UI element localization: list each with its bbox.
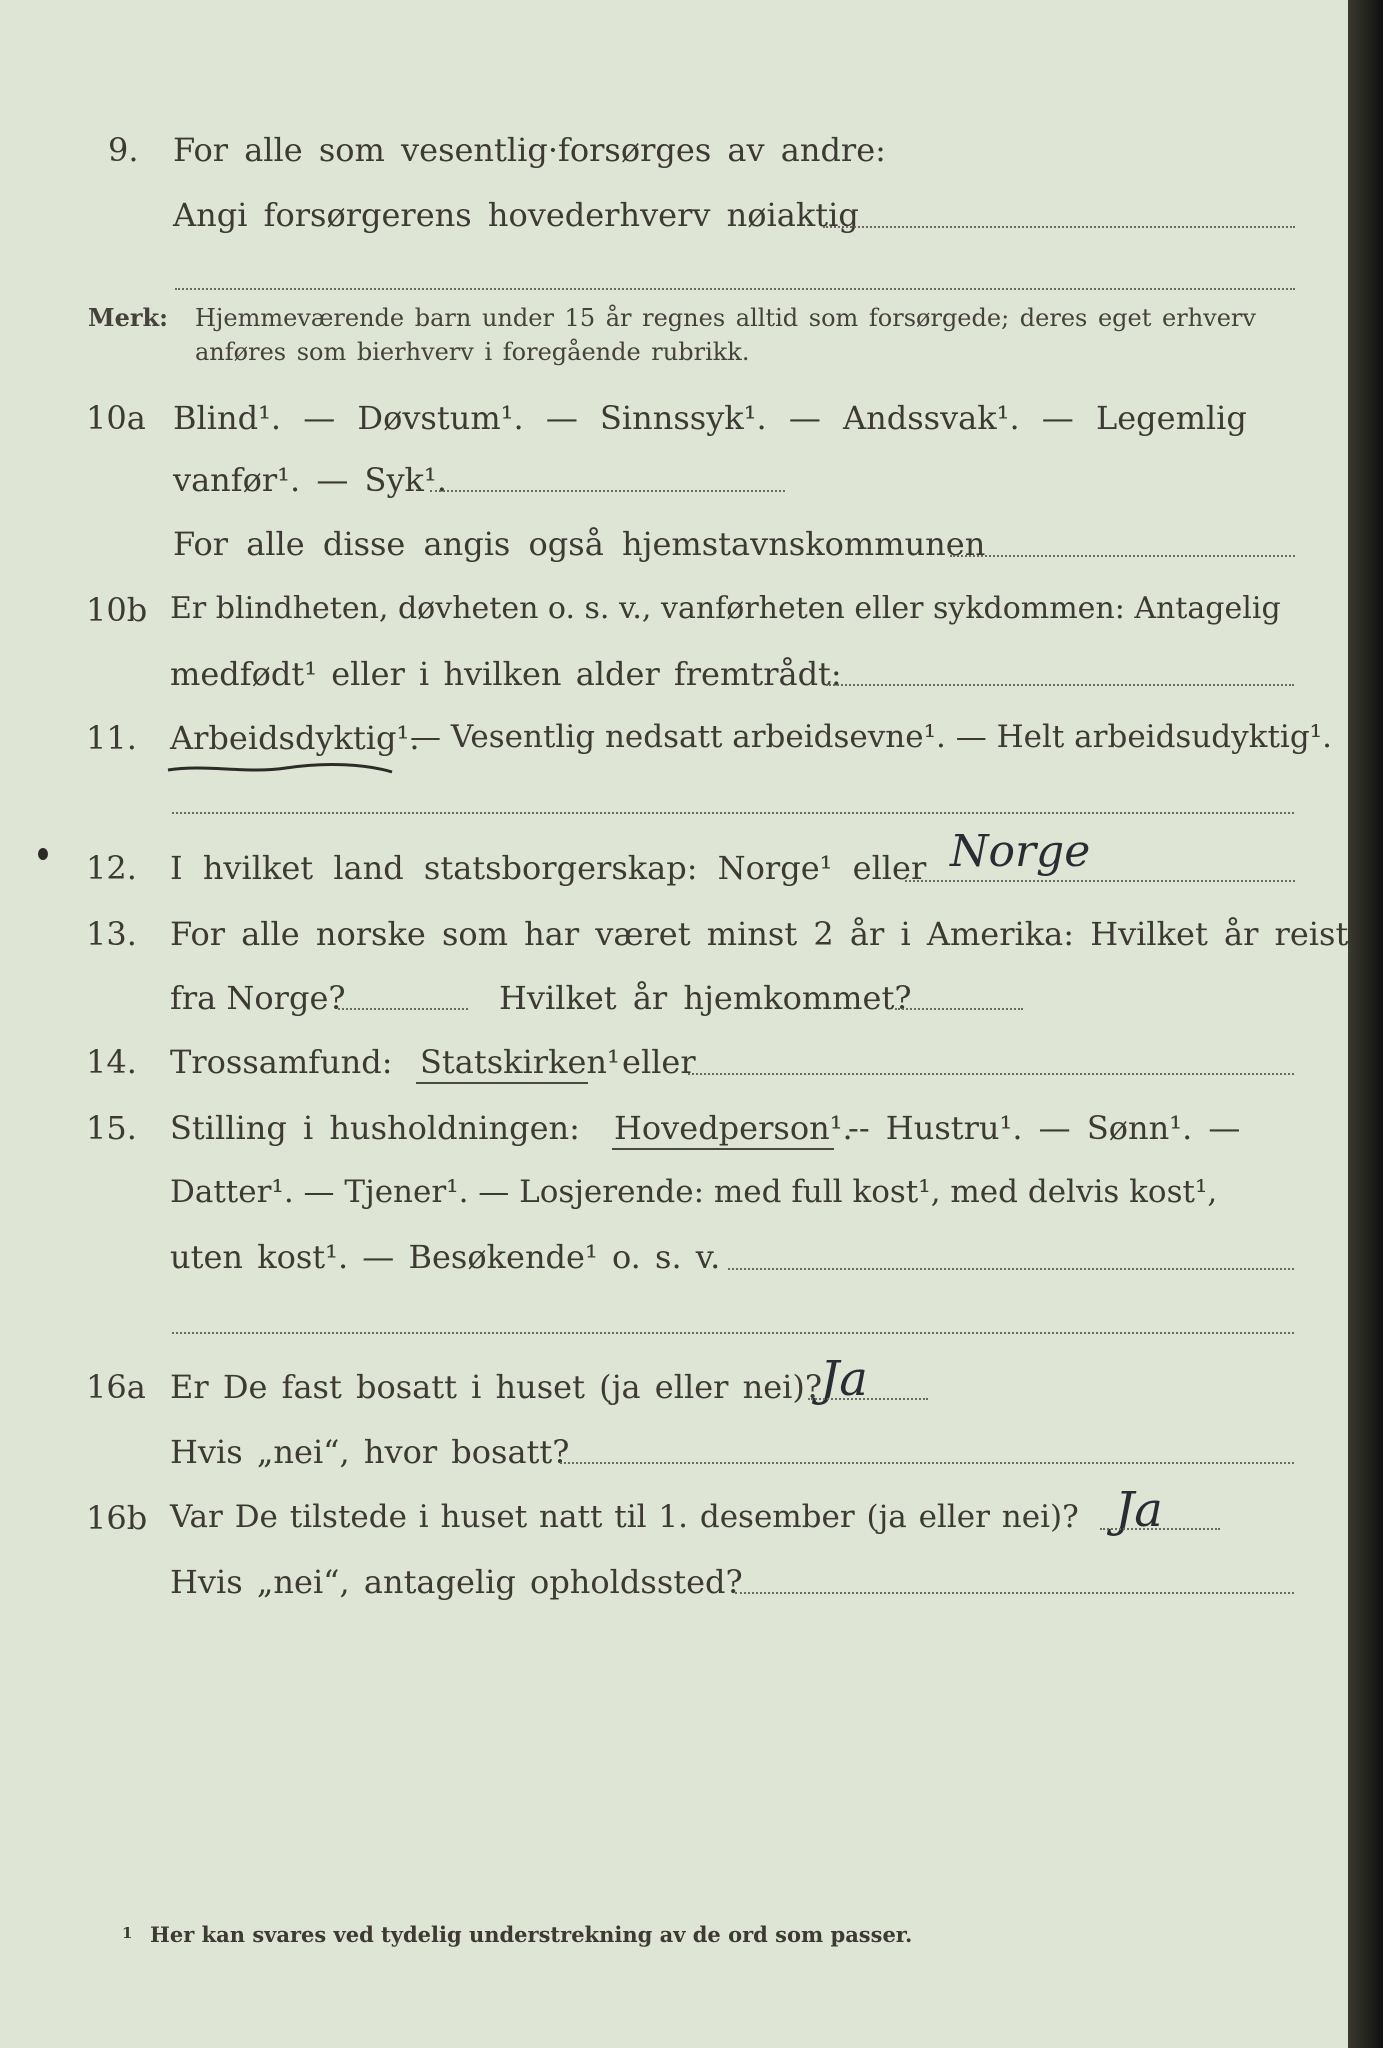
question-text: Er blindheten, døvheten o. s. v., vanførheten eller sykdommen: Antagelig [170,591,1281,626]
answer-line[interactable] [735,1592,1294,1594]
handwritten-answer: Ja [1115,1482,1163,1538]
question-text: — Vesentlig nedsatt arbeidsevne¹. — Helt arbeidsudyktig¹. [410,719,1332,755]
question-text: eller [622,1043,696,1081]
question-text: Angi forsørgerens hovederhverv nøiaktig [173,196,859,234]
question-text: uten kost¹. — Besøkende¹ o. s. v. [170,1238,721,1276]
handwritten-answer: Ja [820,1351,868,1407]
question-number: 10a [86,399,146,437]
question-number: 13. [86,915,137,953]
option-hovedperson[interactable]: Hovedperson¹. [614,1109,853,1147]
answer-line[interactable] [688,1073,1294,1075]
option-statskirken[interactable]: Statskirken¹ [420,1043,620,1081]
question-number: 16b [86,1499,148,1537]
footnote-text: Her kan svares ved tydelig understrekning av de ord som passer. [150,1922,913,1947]
answer-line[interactable] [823,226,1295,228]
question-text: medfødt¹ eller i hvilken alder fremtrådt: [170,655,842,693]
question-text: Hvis „nei“, hvor bosatt? [170,1433,570,1471]
question-text: Stilling i husholdningen: [170,1109,580,1147]
question-text: For alle norske som har været minst 2 år i Amerika: Hvilket år reist [170,915,1349,953]
ink-mark [38,848,48,860]
answer-line[interactable] [172,1332,1294,1334]
note-text: anføres som bierhverv i foregående rubrikk. [195,338,750,366]
question-text: Var De tilstede i huset natt til 1. desember (ja eller nei)? [170,1499,1079,1535]
question-text: Er De fast bosatt i huset (ja eller nei)? [170,1368,823,1406]
answer-line[interactable] [950,555,1295,557]
question-number: 14. [86,1043,137,1081]
question-text: For alle disse angis også hjemstavnskommunen [173,525,986,563]
question-number: 11. [86,719,137,757]
handwritten-underline [166,758,396,780]
question-text: Blind¹. — Døvstum¹. — Sinnssyk¹. — Andssvak¹. — Legemlig [173,399,1247,437]
handwritten-underline [416,1082,588,1084]
question-text: -- Hustru¹. — Sønn¹. — [848,1109,1241,1147]
answer-line[interactable] [808,1398,928,1400]
question-text: I hvilket land statsborgerskap: Norge¹ eller [170,849,927,887]
question-text: fra Norge? [170,979,346,1017]
question-text: Hvilket år hjemkommet? [499,979,912,1017]
handwritten-underline [612,1148,834,1150]
answer-line[interactable] [175,288,1295,290]
question-number: 16a [86,1368,146,1406]
question-number: 10b [86,591,148,629]
question-text: Trossamfund: [170,1043,393,1081]
answer-line-reist[interactable] [338,1008,468,1010]
question-text: Datter¹. — Tjener¹. — Losjerende: med full kost¹, med delvis kost¹, [170,1174,1218,1210]
option-arbeidsdyktig[interactable]: Arbeidsdyktig¹. [170,719,420,757]
question-text: Hvis „nei“, antagelig opholdssted? [170,1563,743,1601]
footnote-mark: 1 [122,1924,133,1942]
note-label: Merk: [88,303,168,332]
question-text: For alle som vesentlig·forsørges av andre: [173,131,886,169]
answer-line[interactable] [560,1462,1294,1464]
question-number: 15. [86,1109,137,1147]
answer-line[interactable] [1100,1528,1220,1530]
scan-edge [1348,0,1383,2048]
answer-line[interactable] [728,1268,1294,1270]
answer-line-hjemkommet[interactable] [895,1008,1023,1010]
question-number: 12. [86,849,137,887]
handwritten-answer: Norge [950,826,1091,877]
note-text: Hjemmeværende barn under 15 år regnes alltid som forsørgede; deres eget erhverv [195,304,1256,332]
answer-line[interactable] [826,684,1294,686]
answer-line[interactable] [905,880,1295,882]
question-number: 9. [108,131,139,169]
answer-line[interactable] [172,812,1294,814]
answer-line[interactable] [430,490,785,492]
question-text: vanfør¹. — Syk¹. [173,461,447,499]
